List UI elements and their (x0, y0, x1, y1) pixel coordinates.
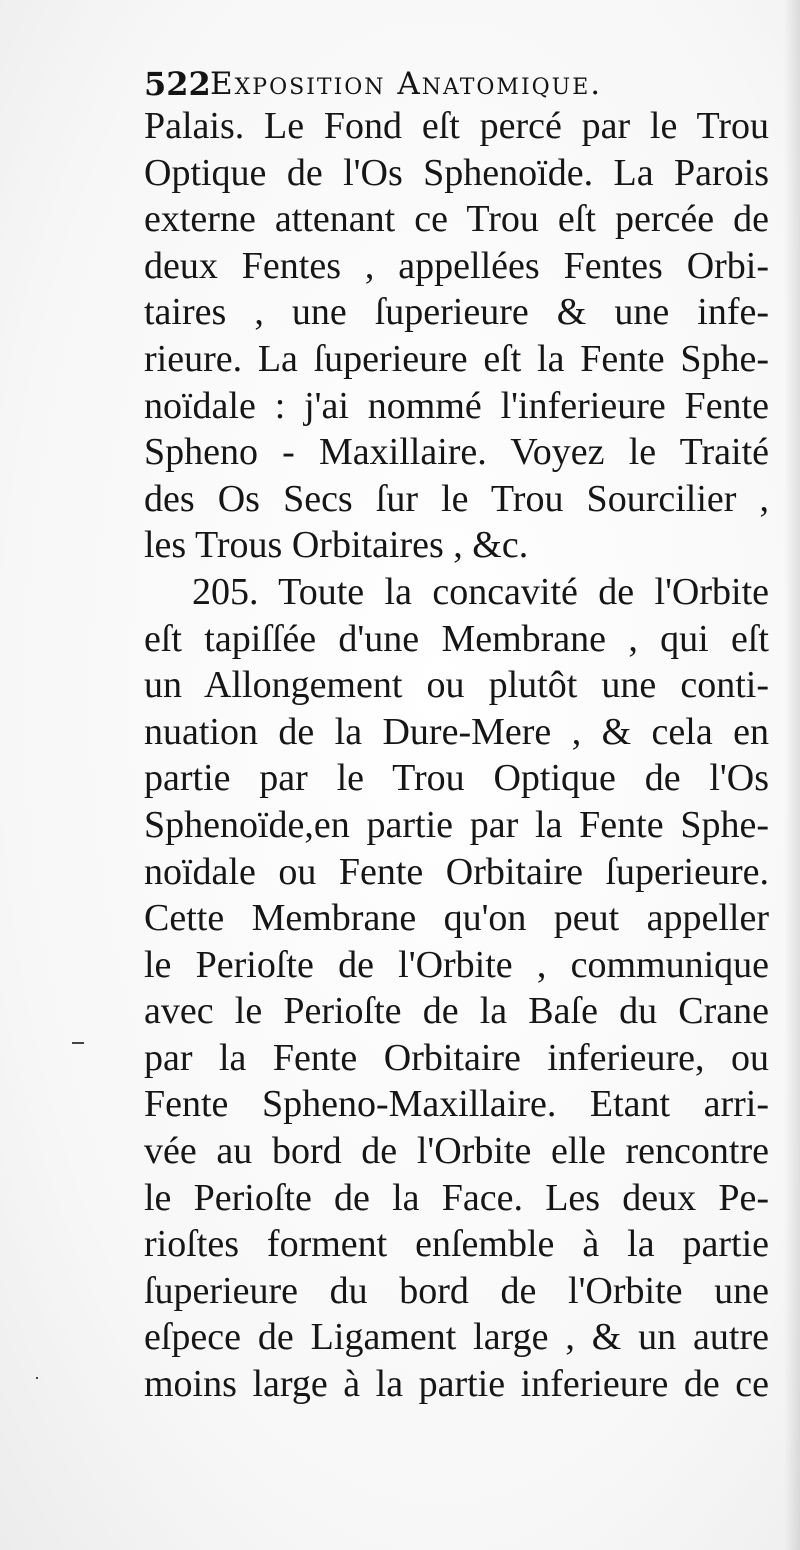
text-line: Cette Membrane qu'on peut appeller (144, 897, 769, 940)
page-header (144, 64, 774, 104)
text-line: Optique de l'Os Sphenoïde. La Parois (144, 151, 769, 194)
text-line: Palais. Le Fond eſt percé par le Trou (144, 105, 769, 147)
text-line: taires , une ſuperieure & une infe- (144, 291, 769, 334)
text-line: vée au bord de l'Orbite elle rencontre (144, 1130, 769, 1173)
text-line: ſuperieure du bord de l'Orbite une (144, 1269, 769, 1312)
running-title: Exposition Anatomique. (210, 66, 603, 102)
text-line: eſt tapiſſée d'une Membrane , qui eſt (144, 617, 769, 660)
paragraph-start-line: 205. Toute la concavité de l'Orbite (192, 570, 769, 613)
text-line: le Perioſte de la Face. Les deux Pe- (144, 1176, 769, 1219)
text-line: Spheno - Maxillaire. Voyez le Traité (144, 431, 769, 474)
body-text (144, 103, 769, 1408)
page-number: 522 (144, 65, 211, 103)
text-line: par la Fente Orbitaire inferieure, ou (144, 1036, 769, 1079)
text-line: avec le Perioſte de la Baſe du Crane (144, 990, 769, 1033)
margin-mark (72, 1042, 84, 1044)
text-line: des Os Secs ſur le Trou Sourcilier , (144, 477, 769, 520)
text-line: un Allongement ou plutôt une conti- (144, 664, 769, 707)
text-line: partie par le Trou Optique de l'Os (144, 757, 769, 800)
text-line: externe attenant ce Trou eſt percée de (144, 198, 769, 241)
text-line: nuation de la Dure-Mere , & cela en (144, 710, 769, 753)
text-line: noïdale ou Fente Orbitaire ſuperieure. (144, 850, 769, 893)
text-line: rieure. La ſuperieure eſt la Fente Sphe- (144, 337, 769, 380)
text-line: noïdale : j'ai nommé l'inferieure Fente (144, 384, 769, 427)
text-line: deux Fentes , appellées Fentes Orbi- (144, 244, 769, 287)
text-line: Fente Spheno-Maxillaire. Etant arri- (144, 1083, 769, 1126)
text-line: rioſtes forment enſemble à la partie (144, 1223, 769, 1266)
text-line: moins large à la partie inferieure de ce (144, 1363, 769, 1406)
page-edge-shadow (784, 0, 800, 1550)
text-line: eſpece de Ligament large , & un autre (144, 1316, 769, 1359)
text-line: les Trous Orbitaires , &c. (144, 524, 529, 567)
text-line: le Perioſte de l'Orbite , communique (144, 943, 769, 986)
text-line: Sphenoïde,en partie par la Fente Sphe- (144, 803, 769, 846)
margin-mark (36, 1377, 38, 1379)
